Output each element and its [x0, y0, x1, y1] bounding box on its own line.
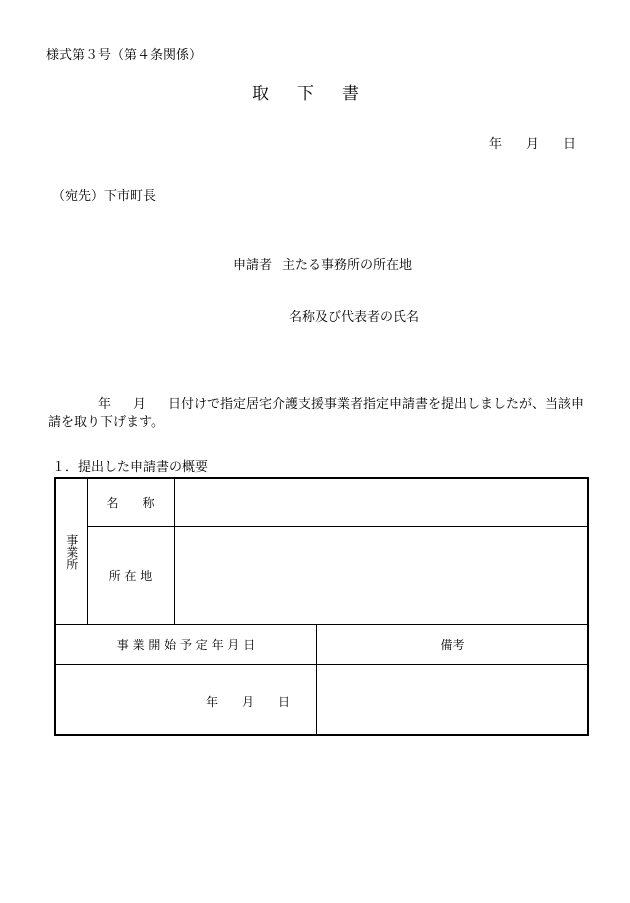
summary-table [54, 477, 589, 736]
start-date-month: 月 [242, 695, 255, 709]
start-date-day: 日 [278, 695, 291, 709]
name-value-cell[interactable] [174, 479, 589, 526]
start-date-year: 年 [206, 695, 219, 709]
name-label: 名 称 [106, 496, 155, 510]
applicant-address-label: 主たる事務所の所在地 [282, 258, 413, 273]
start-date-header [56, 624, 316, 664]
date-line [489, 138, 576, 151]
body-text: 日付けで指定居宅介護支援事業者指定申請書を提出しましたが、当該申請を取り下げます。 [48, 397, 585, 430]
start-date-label: 事 業 開 始 予 定 年 月 日 [116, 637, 256, 652]
office-label: 事業所 [64, 533, 79, 570]
applicant-label: 申請者 [233, 258, 273, 273]
form-number: 様式第３号（第４条関係） [46, 48, 203, 63]
title-char-1: 取 [252, 84, 269, 104]
remarks-value-cell[interactable] [316, 664, 589, 736]
applicant-name-label: 名称及び代表者の氏名 [289, 310, 420, 325]
remarks-header [316, 624, 589, 664]
date-day: 日 [563, 137, 577, 152]
date-year: 年 [489, 137, 503, 152]
start-date-value-cell[interactable] [56, 664, 316, 736]
addressee: （宛先）下市町長 [52, 189, 157, 204]
date-month: 月 [526, 137, 540, 152]
location-value-cell[interactable] [174, 526, 589, 624]
location-label-cell [87, 526, 174, 624]
body-paragraph [48, 396, 586, 432]
section-heading: １．提出した申請書の概要 [52, 460, 209, 475]
title-char-3: 書 [342, 84, 359, 104]
remarks-label: 備考 [440, 637, 465, 652]
document-title [252, 86, 359, 103]
office-label-cell [56, 479, 87, 624]
body-month: 月 [133, 397, 147, 412]
location-label: 所 在 地 [108, 568, 153, 583]
title-char-2: 下 [297, 84, 314, 104]
name-label-cell [87, 479, 174, 526]
body-year: 年 [98, 397, 112, 412]
applicant-address-line [233, 259, 412, 272]
